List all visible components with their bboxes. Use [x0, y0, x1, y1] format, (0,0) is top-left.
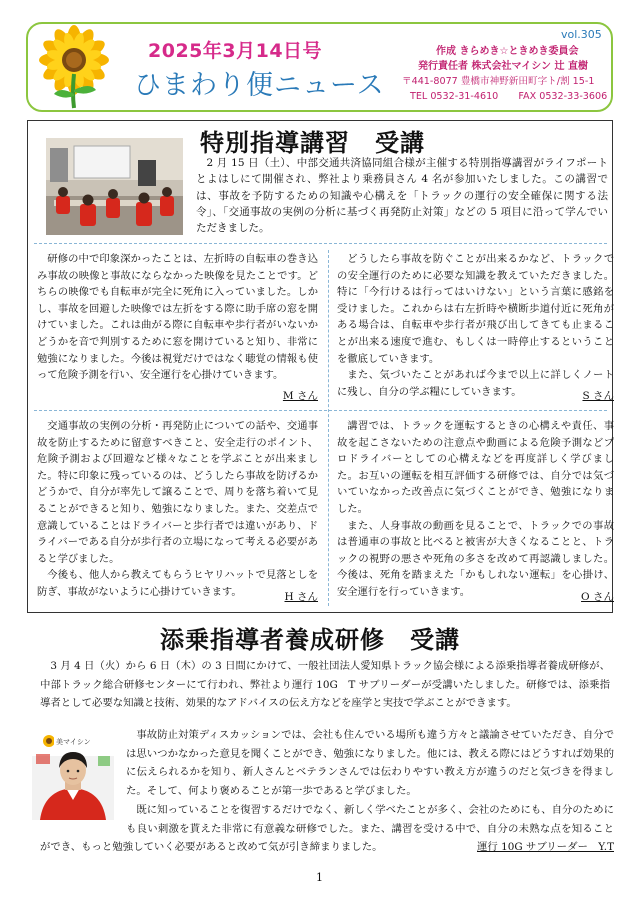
sunflower-logo [34, 24, 114, 110]
comment-text: また、人身事故の動画を見ることで、トラックでの事故は普通車の事故と比べると被害が大きくなることと、トラックの視野の悪さや死角の多さを改めて再認識しました。今後は、死角を踏まえた「かもしれない運転」を心掛け、安全運行を行っていきます。 [337, 519, 614, 598]
section-title-special-training: 特別指導講習 受講 [200, 128, 425, 157]
participant-comment [337, 251, 614, 405]
fax-number: FAX 0532-33-3606 [518, 91, 608, 102]
comment-text: また、気づいたことがあれば今まで以上に詳しくノートに残し、自分の学ぶ糧にしていきます。 [337, 369, 614, 398]
comment-text: 研修の中で印象深かったことは、左折時の自転車の巻き込み事故の映像と事故にならなかった映像を見たことです。どちらの映像でも自転車が完全に死角に入っていました。しかし、事故を回避した映像では左折をする際に助手席の窓を開けていました。これは曲がる際に自転車や歩行者がいないかどうかを音で判別するために窓を開けていると知り、非常に勉強になりました。今後は視覚だけではなく聴覚の情報も使って危険予測を行い、安全運行を心掛けていきます。 [37, 253, 318, 382]
training-intro: 2 月 15 日（土）、中部交通共済協同組合様が主催する特別指導講習がライフポートとよはしにて開催され、弊社より乗務員さん 4 名が参加いたしました。この講習では、事故を予防するための知識や心構えを「トラックの運行の安全確保に関する法令」、「交通事故の実例の分析に基づく再発防止対策」などの 5 項目に沿って学んでいただきました。 [196, 157, 608, 235]
comment-signature: H さん [284, 591, 318, 604]
comment-text: 交通事故の実例の分析・再発防止についての話や、交通事故を防止するために留意すべきこと、安全走行のポイント、危険予測および回避など様々なことを学ぶことが出来ました。特に印象に残っているのは、どうしたら事故を防げるかどうかで、自分が率先して譲ることで、周りを落ち着いて見ることができると知り、勉強になりました。また、交差点で意識していることはドライバーと歩行者では違いがあり、ドライバーである自分が歩行者の立場になって考える必要があると学びました。 [37, 420, 318, 565]
comment-text: 今後も、他人から教えてもらうヒヤリハットで見落としを防ぎ、事故がないように心掛けていきます。 [37, 569, 318, 598]
report-signature: 運行 10G サブリーダー Y.T [469, 841, 614, 853]
column-divider [328, 250, 329, 606]
page-number: 1 [316, 871, 323, 884]
report-text: 既に知っていることを復習するだけでなく、新しく学べたことが多く、会社のためにも、自分のためにも良い刺激を貰えた非常に有意義な研修でした。また、講習を受ける中で、自分の未熟な点を知ることができ、もっと勉強していく必要があると改めて気が引き締まりました。 [40, 803, 614, 854]
tel-number: TEL 0532-31-4610 [410, 91, 499, 102]
comment-text: 講習では、トラックを運転するときの心構えや責任、事故を起こさないための注意点や動画による危険予測などプロドライバーとしての心構えなどを再度詳しく学びました。お互いの運転を相互評価する研修では、自分では気づいていなかった改善点に気づくことができ、勉強になりました。 [337, 420, 614, 515]
ride-along-intro [40, 657, 610, 713]
ride-along-report [40, 726, 614, 857]
contact-line [410, 91, 607, 102]
divider [34, 243, 607, 244]
address-line: 〒441-8077 豊橋市神野新田町字ト/割 15-1 [402, 76, 595, 87]
participant-comment [337, 418, 614, 606]
section-title-ride-along-training: 添乗指導者養成研修 受講 [160, 625, 460, 654]
comment-signature: O さん [581, 591, 614, 604]
report-text: 事故防止対策ディスカッションでは、会社も住んでいる場所も違う方々と議論させていただき、自分では思いつかなかった意見を聞くことができ、勉強になりました。他には、教える際にはどうすれば効果的に伝えられるかを知り、新人さんとベテランさんでは伝わりやすい教え方が違うのだと気づきを得ました。そして、何より褒めることが第一歩であると学びました。 [126, 729, 614, 798]
comment-signature: M さん [282, 390, 318, 403]
producer-line: 作成 きらめき☆ときめき委員会 [436, 46, 579, 57]
divider [34, 410, 607, 411]
participant-comment [37, 251, 318, 405]
publisher-line: 発行責任者 株式会社マイシン 辻 直樹 [418, 61, 588, 72]
volume-number: vol.305 [561, 28, 602, 41]
newsletter-title: ひまわり便ニュース [134, 70, 385, 101]
comment-signature: S さん [582, 390, 614, 403]
trainee-portrait-photo [32, 726, 114, 820]
photo-badge-text: 美マイシン [56, 738, 91, 746]
comment-text: どうしたら事故を防ぐことが出来るかなど、トラックでの安全運行のために必要な知識を教えていただきました。特に「今行けるは行ってはいけない」という言葉に感銘を受けました。これからは右左折時や横断歩道付近に死角がある場合は、自転車や歩行者が飛び出してきても止まることが出来る速度で進む、もしくは一時停止するということを徹底していきます。 [337, 253, 614, 365]
issue-date: 2025年3月14日号 [148, 40, 323, 62]
seminar-photo [46, 138, 183, 235]
intro-text: 3 月 4 日（火）から 6 日（木）の 3 日間にかけて、一般社団法人愛知県トラック協会様による添乗指導者養成研修が、中部トラック総合研修センターにて行われ、弊社より運行 10G T サブリーダーが受講いたしました。研修では、添乗指導者として必要な知識と技術、効果的なアドバイスの伝え方などを座学と実技で学ぶことができます。 [40, 660, 610, 710]
participant-comment [37, 418, 318, 606]
